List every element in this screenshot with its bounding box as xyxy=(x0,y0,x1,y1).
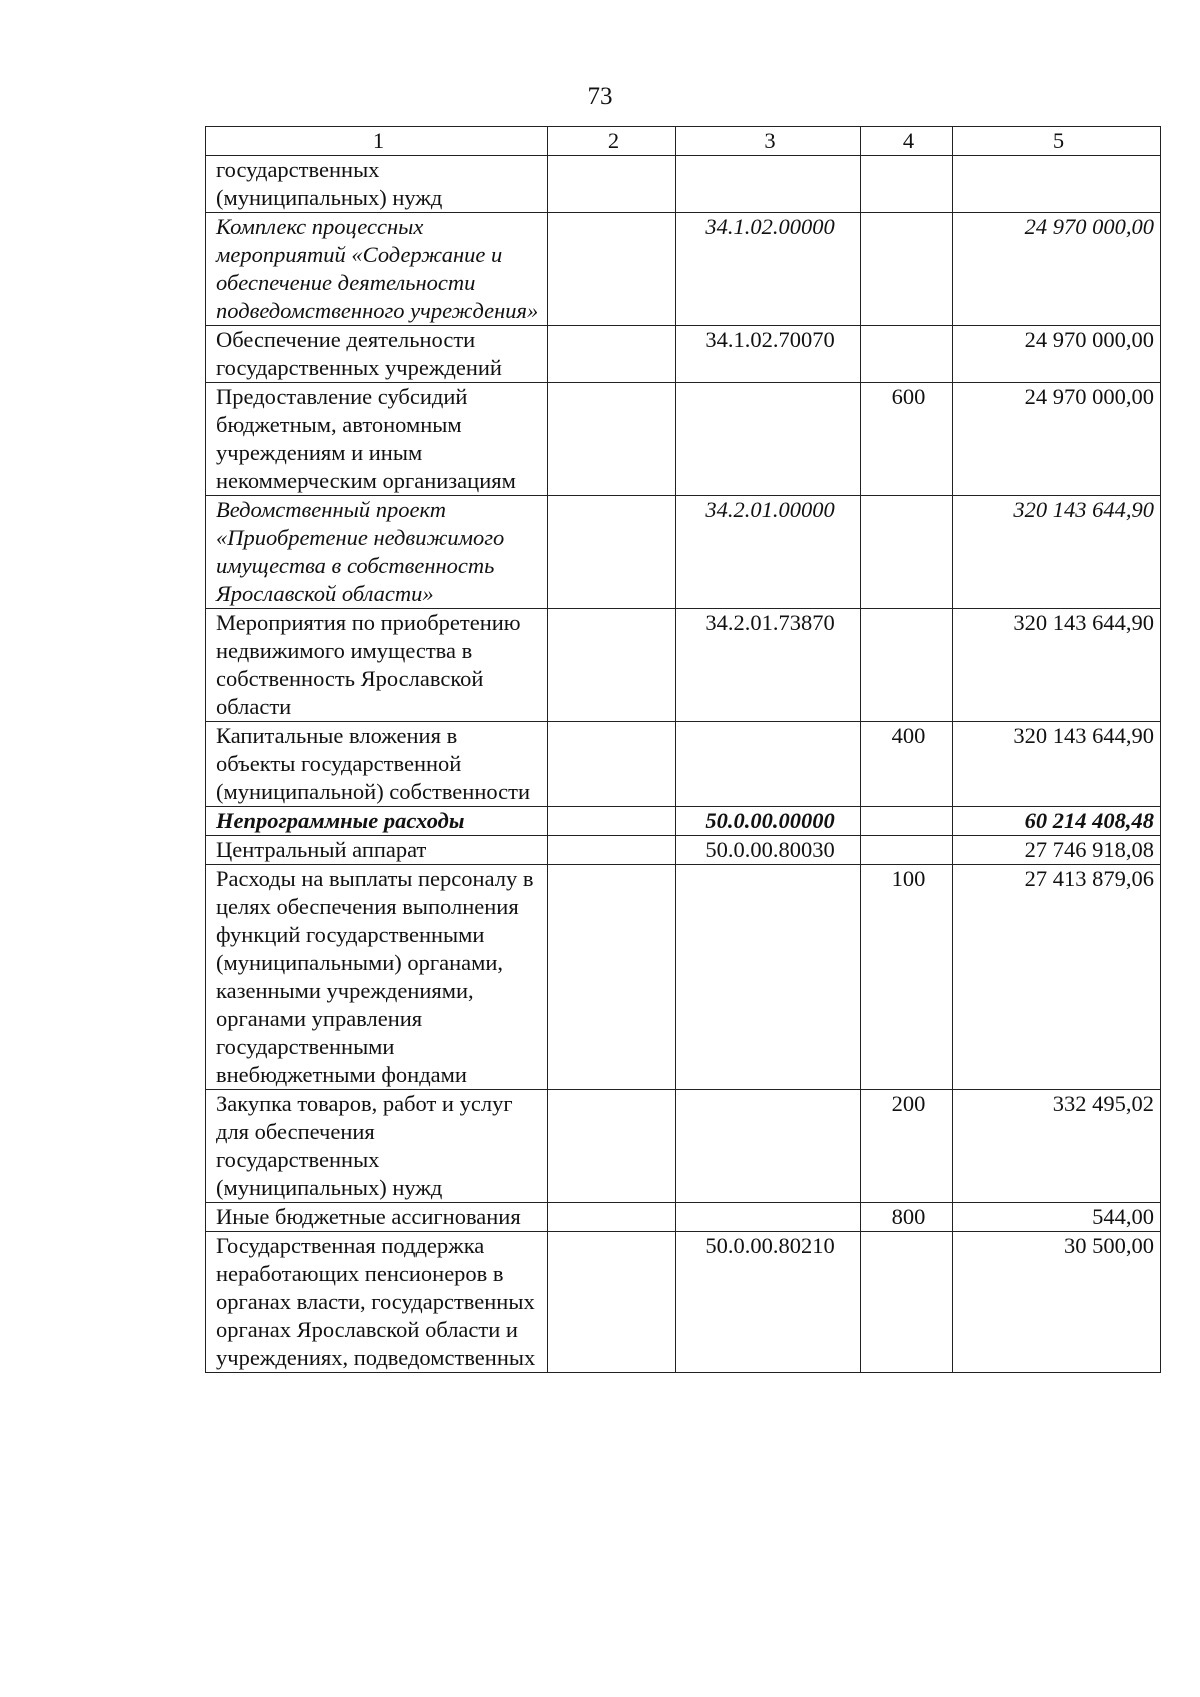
row-type-cell xyxy=(861,496,953,609)
row-col2-cell xyxy=(548,722,676,807)
row-amount-cell: 27 746 918,08 xyxy=(953,836,1161,865)
row-name-cell: Закупка товаров, работ и услуг для обеспечения государственных (муниципальных) нужд xyxy=(206,1090,548,1203)
row-type-cell xyxy=(861,326,953,383)
row-type-cell: 100 xyxy=(861,865,953,1090)
row-name-cell: Центральный аппарат xyxy=(206,836,548,865)
row-col2-cell xyxy=(548,383,676,496)
row-type-cell: 600 xyxy=(861,383,953,496)
row-amount-cell: 332 495,02 xyxy=(953,1090,1161,1203)
table-row xyxy=(206,156,1161,213)
table-row xyxy=(206,1232,1161,1373)
row-code-cell xyxy=(676,383,861,496)
table-row xyxy=(206,496,1161,609)
table-row xyxy=(206,326,1161,383)
row-col2-cell xyxy=(548,213,676,326)
row-code-cell xyxy=(676,1203,861,1232)
row-name-cell: Расходы на выплаты персоналу в целях обеспечения выполнения функций государственными (муниципальными) органами, казенными учреждениями, органами управления государственными внебюджетными фондами xyxy=(206,865,548,1090)
row-type-cell xyxy=(861,836,953,865)
row-code-cell: 34.2.01.00000 xyxy=(676,496,861,609)
row-code-cell: 50.0.00.80210 xyxy=(676,1232,861,1373)
row-col2-cell xyxy=(548,609,676,722)
row-col2-cell xyxy=(548,1203,676,1232)
row-name-cell: Предоставление субсидий бюджетным, автономным учреждениям и иным некоммерческим организациям xyxy=(206,383,548,496)
row-amount-cell: 60 214 408,48 xyxy=(953,807,1161,836)
table-row xyxy=(206,1203,1161,1232)
row-amount-cell: 320 143 644,90 xyxy=(953,609,1161,722)
row-type-cell xyxy=(861,213,953,326)
row-type-cell xyxy=(861,609,953,722)
row-code-cell: 50.0.00.00000 xyxy=(676,807,861,836)
row-col2-cell xyxy=(548,496,676,609)
row-amount-cell: 544,00 xyxy=(953,1203,1161,1232)
row-code-cell xyxy=(676,865,861,1090)
table-row xyxy=(206,213,1161,326)
header-col-5: 5 xyxy=(953,127,1161,156)
row-amount-cell: 30 500,00 xyxy=(953,1232,1161,1373)
row-col2-cell xyxy=(548,1090,676,1203)
row-col2-cell xyxy=(548,836,676,865)
table-row xyxy=(206,807,1161,836)
row-amount-cell xyxy=(953,156,1161,213)
row-amount-cell: 24 970 000,00 xyxy=(953,326,1161,383)
row-amount-cell: 320 143 644,90 xyxy=(953,496,1161,609)
header-col-3: 3 xyxy=(676,127,861,156)
row-type-cell xyxy=(861,156,953,213)
table-row xyxy=(206,722,1161,807)
page-number: 73 xyxy=(587,83,613,110)
table-row xyxy=(206,865,1161,1090)
row-name-cell: Иные бюджетные ассигнования xyxy=(206,1203,548,1232)
row-amount-cell: 24 970 000,00 xyxy=(953,213,1161,326)
table-row xyxy=(206,383,1161,496)
table-row xyxy=(206,609,1161,722)
row-type-cell: 200 xyxy=(861,1090,953,1203)
budget-table xyxy=(205,126,1161,1373)
header-col-2: 2 xyxy=(548,127,676,156)
row-name-cell: Обеспечение деятельности государственных учреждений xyxy=(206,326,548,383)
row-col2-cell xyxy=(548,1232,676,1373)
header-col-1: 1 xyxy=(206,127,548,156)
row-name-cell: Капитальные вложения в объекты государственной (муниципальной) собственности xyxy=(206,722,548,807)
row-code-cell xyxy=(676,722,861,807)
row-code-cell: 34.2.01.73870 xyxy=(676,609,861,722)
row-name-cell: Мероприятия по приобретению недвижимого имущества в собственность Ярославской области xyxy=(206,609,548,722)
row-col2-cell xyxy=(548,326,676,383)
row-name-cell: Комплекс процессных мероприятий «Содержание и обеспечение деятельности подведомственного учреждения» xyxy=(206,213,548,326)
row-type-cell: 400 xyxy=(861,722,953,807)
row-col2-cell xyxy=(548,865,676,1090)
row-name-cell: государственных (муниципальных) нужд xyxy=(206,156,548,213)
row-code-cell xyxy=(676,1090,861,1203)
row-col2-cell xyxy=(548,807,676,836)
row-code-cell: 34.1.02.70070 xyxy=(676,326,861,383)
header-col-4: 4 xyxy=(861,127,953,156)
table-row xyxy=(206,1090,1161,1203)
row-amount-cell: 24 970 000,00 xyxy=(953,383,1161,496)
row-amount-cell: 27 413 879,06 xyxy=(953,865,1161,1090)
row-type-cell xyxy=(861,1232,953,1373)
row-name-cell: Ведомственный проект «Приобретение недвижимого имущества в собственность Ярославской области» xyxy=(206,496,548,609)
row-col2-cell xyxy=(548,156,676,213)
row-code-cell: 34.1.02.00000 xyxy=(676,213,861,326)
row-code-cell xyxy=(676,156,861,213)
row-code-cell: 50.0.00.80030 xyxy=(676,836,861,865)
table-row xyxy=(206,836,1161,865)
row-amount-cell: 320 143 644,90 xyxy=(953,722,1161,807)
row-name-cell: Государственная поддержка неработающих пенсионеров в органах власти, государственных органах Ярославской области и учреждениях, подведомственных xyxy=(206,1232,548,1373)
row-name-cell: Непрограммные расходы xyxy=(206,807,548,836)
row-type-cell xyxy=(861,807,953,836)
row-type-cell: 800 xyxy=(861,1203,953,1232)
table-header-row xyxy=(206,127,1161,156)
